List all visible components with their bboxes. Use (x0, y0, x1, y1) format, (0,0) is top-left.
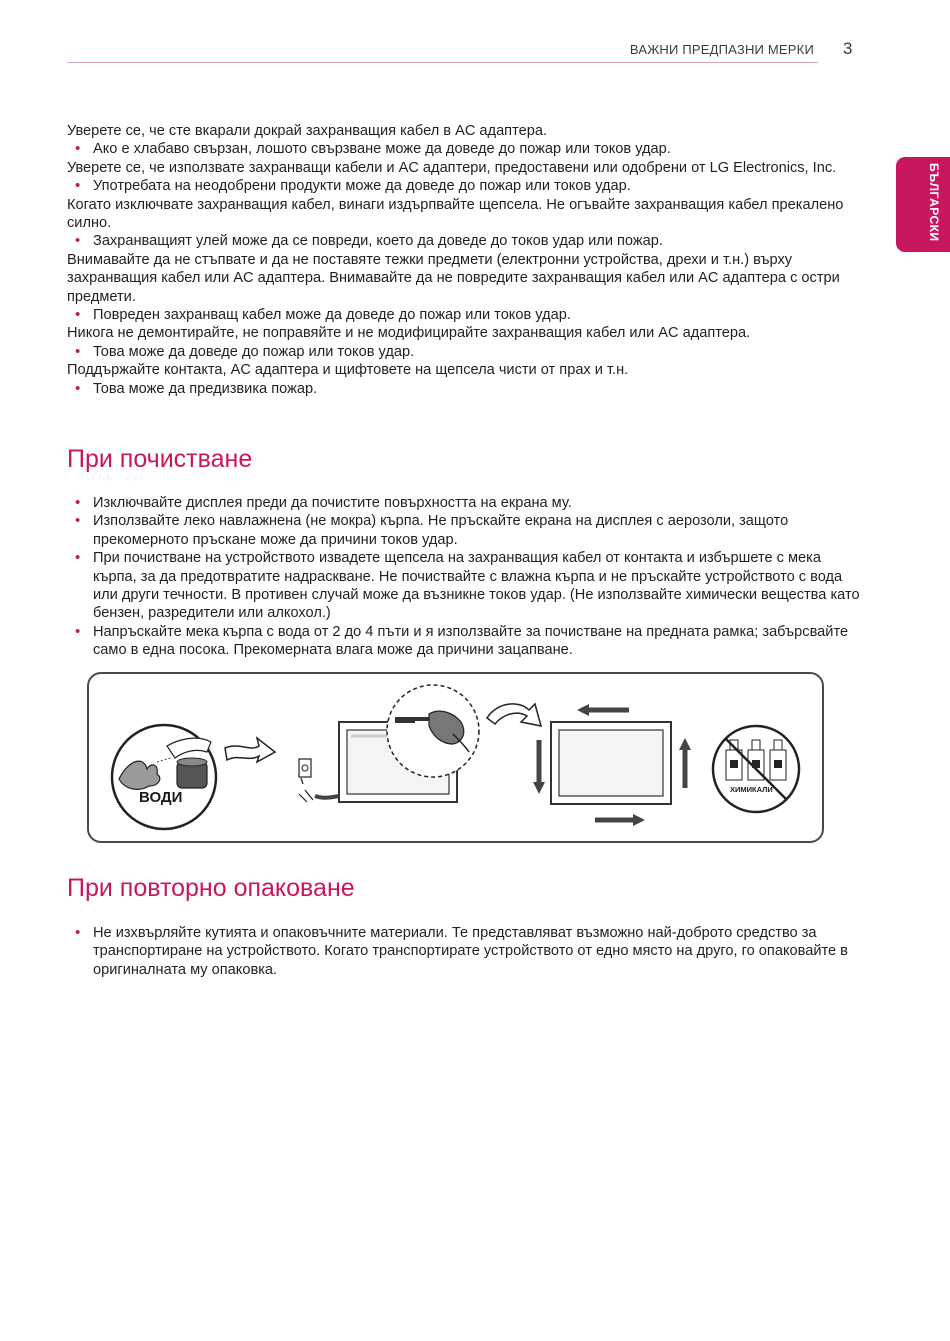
bullet-item: • Не изхвърляйте кутията и опаковъчните материали. Те представляват възможно най-доброто средство за транспортиране на устройството. Когато транспортирате устройството от едно място на друго, го опаковайте в оригиналната му опаковка. (67, 924, 867, 979)
power-cord-precautions (67, 122, 867, 398)
bullet-item: • Това може да доведе до пожар или токов удар. (67, 343, 867, 361)
bullet-item: • Повреден захранващ кабел може да доведе до пожар или токов удар. (67, 306, 867, 324)
arrow-icon (487, 704, 541, 726)
bullet-item: • Захранващият улей може да се повреди, което да доведе до токов удар или пожар. (67, 232, 867, 250)
cleaning-illustration-drawing (89, 674, 822, 841)
paragraph: Внимавайте да не стъпвате и да не поставяте тежки предмети (електронни устройства, дрехи и т.н.) върху захранващия кабел или AC адаптера. Внимавайте да не повредите захранващия кабел или AC адаптера с остри предмети. (67, 251, 840, 305)
chemicals-label: ХИМИКАЛИ (730, 785, 773, 794)
bullet-item: • При почистване на устройството извадете щепсела на захранващия кабел от контакта и избършете с мека кърпа, за да предотвратите надраскване. Не почиствайте с влажна кърпа и не пръскайте устройството с вода или други течности. В противен случай може да възникне токов удар. (Не използвайте химически вещества като бензен, разредители или алкохол.) (67, 549, 867, 623)
bullet-item: • Това може да предизвика пожар. (67, 380, 867, 398)
bullet-item: • Напръскайте мека кърпа с вода от 2 до 4 пъти и я използвайте за почистване на предната рамка; забърсвайте само в една посока. Прекомерната влага може да причини зацапване. (67, 623, 867, 660)
cleaning-list (67, 494, 867, 660)
paragraph: Поддържайте контакта, AC адаптера и щифтовете на щепсела чисти от прах и т.н. (67, 362, 629, 379)
page-header (67, 38, 818, 63)
paragraph: Никога не демонтирайте, не поправяйте и не модифицирайте захранващия кабел или AC адаптера. (67, 325, 751, 342)
monitor-icon (551, 722, 671, 804)
cleaning-illustration (87, 672, 824, 843)
paragraph: Уверете се, че използвате захранващи кабели и AC адаптери, предоставени или одобрени от LG Electronics, Inc. (67, 159, 837, 176)
header-title: ВАЖНИ ПРЕДПАЗНИ МЕРКИ (629, 42, 814, 57)
arrow-icon (225, 738, 275, 762)
language-tab-label: БЪЛГАРСКИ (927, 163, 941, 242)
bullet-item: • Изключвайте дисплея преди да почистите повърхността на екрана му. (67, 494, 867, 512)
bullet-item: • Ако е хлабаво свързан, лошото свързване може да доведе до пожар или токов удар. (67, 140, 867, 158)
paragraph: Уверете се, че сте вкарали докрай захранващия кабел в AC адаптера. (67, 123, 548, 139)
repacking-heading: При повторно опаковане (67, 874, 355, 902)
wipe-detail-icon (387, 685, 479, 777)
water-spray-icon (112, 725, 216, 829)
paragraph: Когато изключвате захранващия кабел, винаги издърпвайте щепсела. Не огъвайте захранващия кабел прекалено силно. (67, 196, 844, 232)
bullet-item: • Използвайте леко навлажнена (не мокра) кърпа. Не пръскайте екрана на дисплея с аерозоли, защото прекомерното пръскане може да причини токов удар. (67, 512, 867, 549)
language-tab (896, 157, 950, 252)
page-number: 3 (843, 39, 853, 58)
repacking-list (67, 924, 867, 979)
no-chemicals-icon (713, 726, 799, 812)
bullet-item: • Употребата на неодобрени продукти може да доведе до пожар или токов удар. (67, 177, 867, 195)
plug-icon (299, 778, 313, 802)
cleaning-heading: При почистване (67, 445, 253, 473)
water-label: ВОДИ (139, 789, 183, 806)
outlet-icon (299, 759, 311, 777)
